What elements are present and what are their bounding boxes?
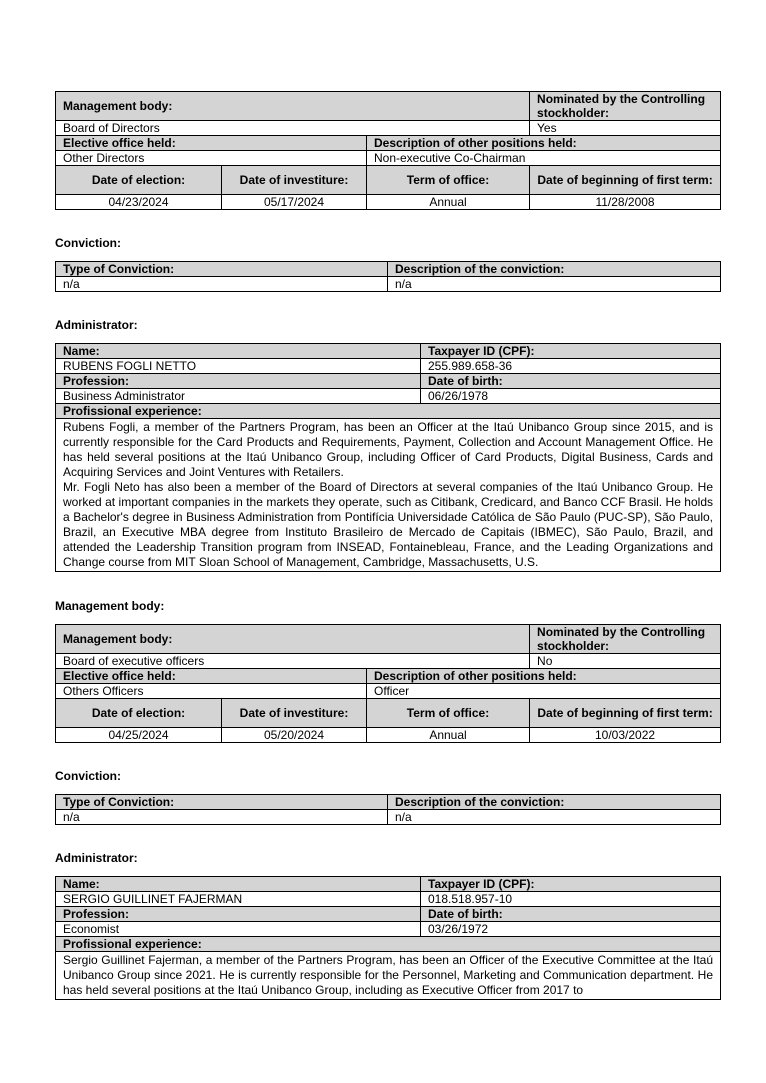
management-body-table-2: [55, 624, 721, 743]
date-investiture-value: 05/17/2024: [222, 195, 367, 210]
date-of-birth-value: 06/26/1978: [421, 389, 721, 404]
administrator-table-1: [55, 343, 721, 572]
other-positions-label: Description of other positions held:: [367, 669, 721, 684]
term-office-label: Term of office:: [367, 699, 530, 728]
nominated-label: Nominated by the Controlling stockholder:: [530, 625, 721, 654]
administrator-heading: Administrator:: [55, 851, 138, 865]
name-label: Name:: [56, 344, 421, 359]
date-investiture-label: Date of investiture:: [222, 166, 367, 195]
date-of-birth-value: 03/26/1972: [421, 922, 721, 937]
type-conviction-value: n/a: [56, 277, 388, 292]
management-body-table-1: [55, 91, 721, 210]
date-first-term-label: Date of beginning of first term:: [530, 699, 721, 728]
date-investiture-value: 05/20/2024: [222, 728, 367, 743]
management-body-value: Board of executive officers: [56, 654, 530, 669]
desc-conviction-label: Description of the conviction:: [388, 795, 721, 810]
date-election-label: Date of election:: [56, 699, 222, 728]
date-election-value: 04/25/2024: [56, 728, 222, 743]
term-office-value: Annual: [367, 195, 530, 210]
date-first-term-value: 10/03/2022: [530, 728, 721, 743]
other-positions-value: Non-executive Co-Chairman: [367, 151, 721, 166]
date-of-birth-label: Date of birth:: [421, 907, 721, 922]
desc-conviction-label: Description of the conviction:: [388, 262, 721, 277]
type-conviction-value: n/a: [56, 810, 388, 825]
other-positions-value: Officer: [367, 684, 721, 699]
desc-conviction-value: n/a: [388, 810, 721, 825]
nominated-value: No: [530, 654, 721, 669]
experience-text: [56, 419, 721, 572]
taxpayer-id-value: 255.989.658-36: [421, 359, 721, 374]
date-election-label: Date of election:: [56, 166, 222, 195]
elective-office-value: Others Officers: [56, 684, 367, 699]
experience-label: Profissional experience:: [56, 937, 721, 952]
elective-office-value: Other Directors: [56, 151, 367, 166]
management-body-label: Management body:: [56, 92, 530, 121]
profession-label: Profession:: [56, 907, 421, 922]
name-label: Name:: [56, 877, 421, 892]
experience-paragraph: Sergio Guillinet Fajerman, a member of the Partners Program, has been an Officer of the Executive Committee at the Itaú Unibanco Group since 2021. He is currently responsible for the Personnel, Marketing and Communication department. He has held several positions at the Itaú Unibanco Group, including as Executive Officer from 2017 to: [63, 953, 713, 997]
type-conviction-label: Type of Conviction:: [56, 795, 388, 810]
profession-value: Economist: [56, 922, 421, 937]
profession-label: Profession:: [56, 374, 421, 389]
type-conviction-label: Type of Conviction:: [56, 262, 388, 277]
conviction-table-1: [55, 261, 721, 292]
profession-value: Business Administrator: [56, 389, 421, 404]
experience-paragraph: Rubens Fogli, a member of the Partners Program, has been an Officer at the Itaú Unibanco Group since 2015, and is currently responsible for the Card Products and Requirements, Payment, Collection and Account Management Office. He has held several positions at the Itaú Unibanco Group, including Officer of Card Products, Digital Business, Cards and Acquiring Services and Joint Ventures with Retailers.: [63, 420, 713, 479]
date-investiture-label: Date of investiture:: [222, 699, 367, 728]
experience-text: [56, 952, 721, 1000]
conviction-heading: Conviction:: [55, 236, 121, 250]
elective-office-label: Elective office held:: [56, 669, 367, 684]
nominated-label: Nominated by the Controlling stockholder:: [530, 92, 721, 121]
elective-office-label: Elective office held:: [56, 136, 367, 151]
experience-label: Profissional experience:: [56, 404, 721, 419]
term-office-value: Annual: [367, 728, 530, 743]
administrator-heading: Administrator:: [55, 318, 138, 332]
date-of-birth-label: Date of birth:: [421, 374, 721, 389]
nominated-value: Yes: [530, 121, 721, 136]
desc-conviction-value: n/a: [388, 277, 721, 292]
experience-paragraph: Mr. Fogli Neto has also been a member of the Board of Directors at several companies of the Itaú Unibanco Group. He worked at important companies in the markets they operate, such as Citibank, Credicard, and Banco CCF Brasil. He holds a Bachelor's degree in Business Administration from Pontifícia Universidade Católica de São Paulo (PUC-SP), São Paulo, Brazil, an Executive MBA degree from Instituto Brasileiro de Mercado de Capitais (IBMEC), São Paulo, Brazil, and attended the Leadership Transition program from INSEAD, Fontainebleau, France, and the Leading Organizations and Change course from MIT Sloan School of Management, Cambridge, Massachusetts, U.S.: [63, 480, 713, 569]
name-value: RUBENS FOGLI NETTO: [56, 359, 421, 374]
conviction-heading: Conviction:: [55, 769, 121, 783]
taxpayer-id-label: Taxpayer ID (CPF):: [421, 344, 721, 359]
taxpayer-id-value: 018.518.957-10: [421, 892, 721, 907]
management-body-value: Board of Directors: [56, 121, 530, 136]
name-value: SERGIO GUILLINET FAJERMAN: [56, 892, 421, 907]
date-first-term-label: Date of beginning of first term:: [530, 166, 721, 195]
management-body-heading: Management body:: [55, 599, 165, 613]
taxpayer-id-label: Taxpayer ID (CPF):: [421, 877, 721, 892]
date-election-value: 04/23/2024: [56, 195, 222, 210]
administrator-table-2: [55, 876, 721, 1000]
document-page: [55, 91, 720, 1000]
conviction-table-2: [55, 794, 721, 825]
management-body-label: Management body:: [56, 625, 530, 654]
date-first-term-value: 11/28/2008: [530, 195, 721, 210]
term-office-label: Term of office:: [367, 166, 530, 195]
other-positions-label: Description of other positions held:: [367, 136, 721, 151]
